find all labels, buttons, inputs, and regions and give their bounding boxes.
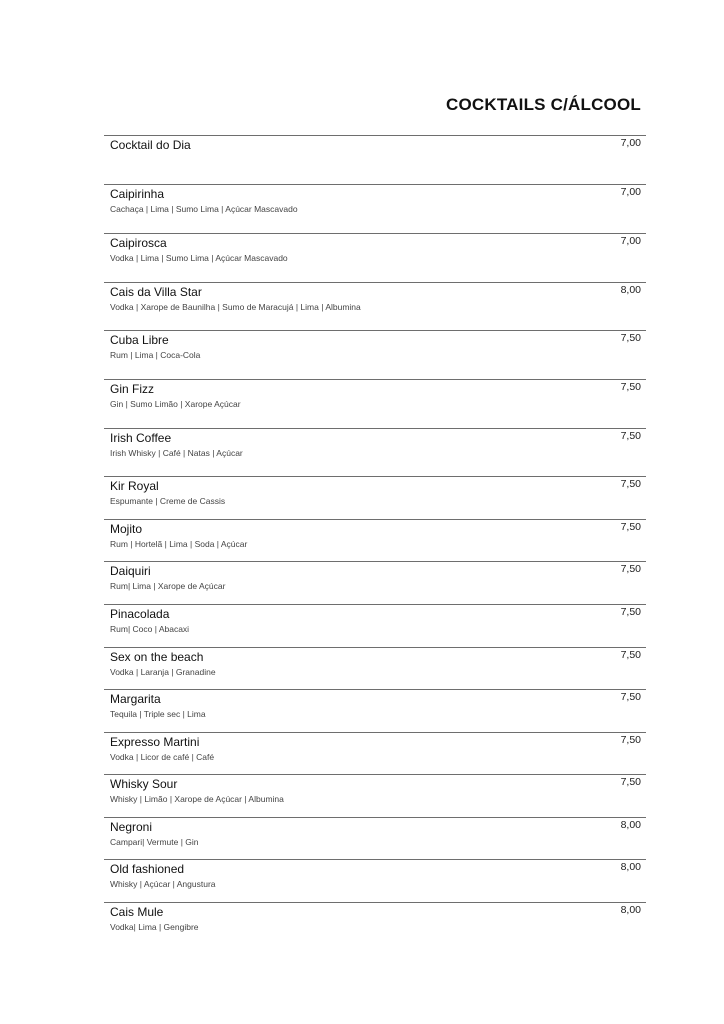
item-name: Margarita — [110, 692, 161, 706]
menu-item — [104, 732, 646, 762]
menu-item — [104, 379, 646, 409]
menu-item — [104, 330, 646, 360]
item-price: 7,50 — [620, 776, 641, 788]
menu-item — [104, 428, 646, 458]
item-description: Campari| Vermute | Gin — [110, 837, 199, 847]
item-description: Vodka | Xarope de Baunilha | Sumo de Maracujá | Lima | Albumina — [110, 302, 361, 312]
page-title: COCKTAILS C/ÁLCOOL — [446, 95, 641, 114]
item-name: Irish Coffee — [110, 431, 172, 445]
menu-item — [104, 135, 646, 152]
item-price: 7,00 — [620, 235, 641, 247]
item-name: Pinacolada — [110, 607, 170, 621]
item-description: Vodka| Lima | Gengibre — [110, 922, 199, 932]
item-description: Vodka | Licor de café | Café — [110, 752, 215, 762]
item-price: 7,50 — [620, 563, 641, 575]
item-price: 8,00 — [620, 284, 641, 296]
item-description: Gin | Sumo Limão | Xarope Açúcar — [110, 399, 241, 409]
menu-item — [104, 859, 646, 889]
item-name: Cais da Villa Star — [110, 285, 202, 299]
item-price: 7,50 — [620, 691, 641, 703]
item-price: 8,00 — [620, 861, 641, 873]
item-description: Rum | Lima | Coca-Cola — [110, 350, 201, 360]
item-price: 8,00 — [620, 904, 641, 916]
item-price: 7,00 — [620, 137, 641, 149]
item-price: 7,50 — [620, 734, 641, 746]
item-description: Vodka | Laranja | Granadine — [110, 667, 216, 677]
item-name: Whisky Sour — [110, 777, 178, 791]
menu-item — [104, 774, 646, 804]
menu-item — [104, 604, 646, 634]
menu-item — [104, 817, 646, 847]
item-description: Tequila | Triple sec | Lima — [110, 709, 206, 719]
item-name: Cais Mule — [110, 905, 164, 919]
item-description: Rum| Coco | Abacaxi — [110, 624, 190, 634]
item-name: Old fashioned — [110, 862, 185, 876]
menu-item — [104, 561, 646, 591]
menu-item — [104, 476, 646, 506]
item-description: Espumante | Creme de Cassis — [110, 496, 226, 506]
item-name: Mojito — [110, 522, 143, 536]
item-price: 7,50 — [620, 381, 641, 393]
item-name: Caipirosca — [110, 236, 167, 250]
item-price: 7,50 — [620, 521, 641, 533]
menu-item — [104, 233, 646, 263]
menu-item — [104, 184, 646, 214]
item-description: Irish Whisky | Café | Natas | Açúcar — [110, 448, 243, 458]
item-name: Negroni — [110, 820, 153, 834]
item-price: 7,50 — [620, 478, 641, 490]
item-description: Rum| Lima | Xarope de Açúcar — [110, 581, 226, 591]
item-name: Gin Fizz — [110, 382, 155, 396]
item-price: 8,00 — [620, 819, 641, 831]
item-name: Kir Royal — [110, 479, 159, 493]
item-description: Cachaça | Lima | Sumo Lima | Açúcar Mascavado — [110, 204, 298, 214]
item-name: Cuba Libre — [110, 333, 169, 347]
item-name: Cocktail do Dia — [110, 138, 191, 152]
item-name: Expresso Martini — [110, 735, 200, 749]
item-price: 7,50 — [620, 332, 641, 344]
item-price: 7,50 — [620, 606, 641, 618]
menu-item — [104, 902, 646, 932]
item-price: 7,00 — [620, 186, 641, 198]
item-price: 7,50 — [620, 430, 641, 442]
item-name: Daiquiri — [110, 564, 151, 578]
menu-item — [104, 519, 646, 549]
menu-item — [104, 689, 646, 719]
item-price: 7,50 — [620, 649, 641, 661]
menu-item — [104, 282, 646, 312]
menu-item — [104, 647, 646, 677]
item-description: Whisky | Açúcar | Angustura — [110, 879, 216, 889]
item-name: Caipirinha — [110, 187, 165, 201]
item-name: Sex on the beach — [110, 650, 204, 664]
item-description: Rum | Hortelã | Lima | Soda | Açúcar — [110, 539, 248, 549]
item-description: Vodka | Lima | Sumo Lima | Açúcar Mascavado — [110, 253, 288, 263]
item-description: Whisky | Limão | Xarope de Açúcar | Albumina — [110, 794, 284, 804]
